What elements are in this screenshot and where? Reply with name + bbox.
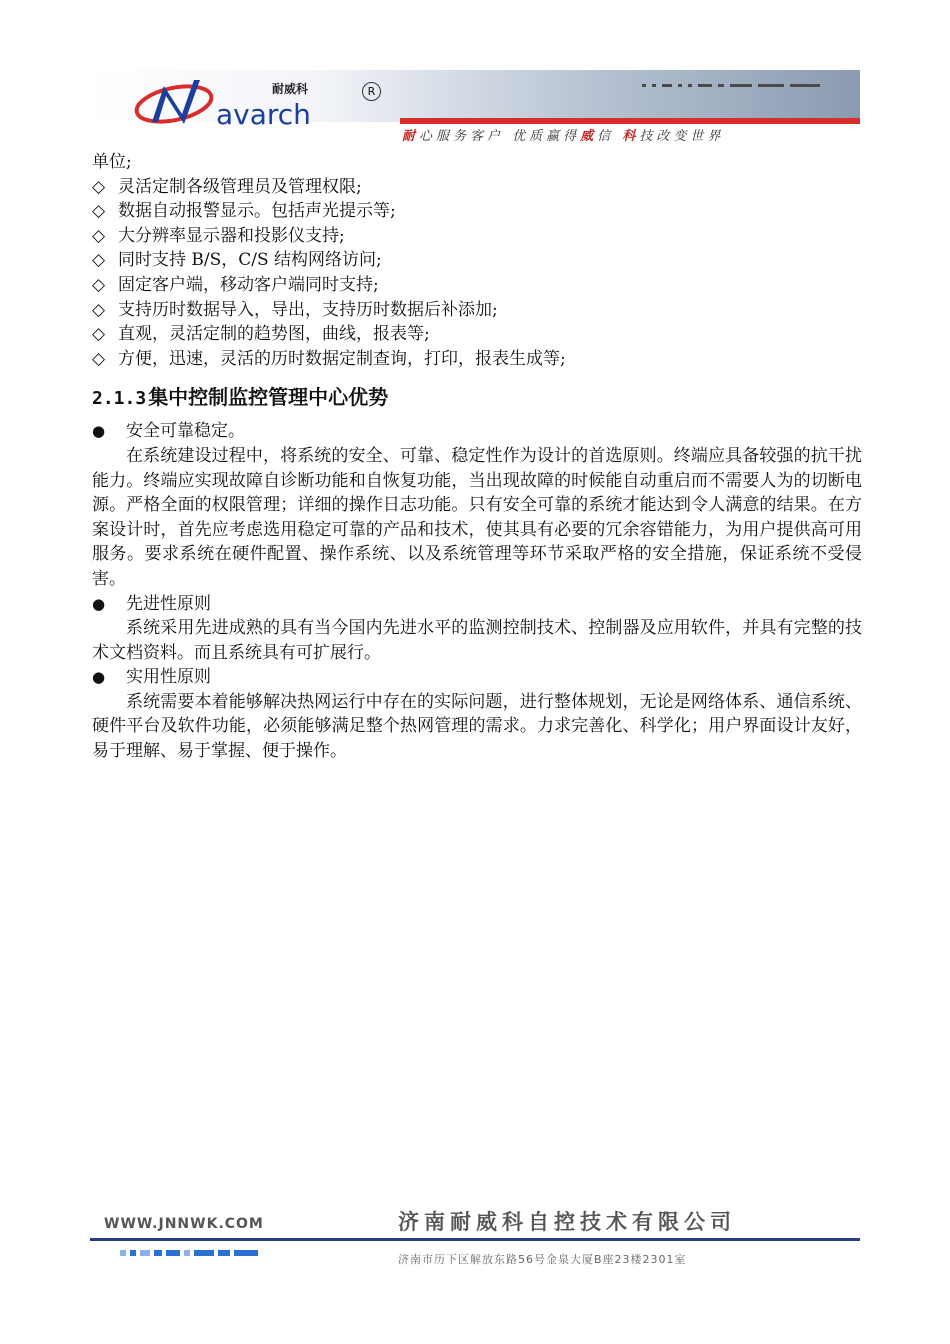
company-logo [134,74,394,134]
list-item-text: 固定客户端，移动客户端同时支持; [118,274,379,295]
principle-title: 安全可靠稳定。 [126,421,245,442]
diamond-bullet-icon: ◇ [92,348,106,369]
registered-mark-icon: R [362,82,381,101]
list-item-text: 灵活定制各级管理员及管理权限; [118,176,362,197]
list-item [92,273,862,298]
diamond-bullet-icon: ◇ [92,250,106,271]
slogan-text: 技改变世界 [639,129,725,144]
section-heading [92,383,862,413]
logo-emblem-icon [134,74,224,134]
list-item [92,298,862,323]
slogan-highlight-char: 威 [580,129,598,144]
page-footer [90,1202,860,1282]
header-red-strip [400,118,860,124]
diamond-bullet-icon: ◇ [92,201,106,222]
logo-chinese-name: 耐威科 [272,82,309,96]
principle-title-line [92,665,862,690]
diamond-bullet-icon: ◇ [92,176,106,197]
footer-address: 济南市历下区解放东路56号金泉大厦B座23楼2301室 [398,1253,687,1266]
document-body [92,150,862,764]
principle-paragraph: 系统采用先进成熟的具有当今国内先进水平的监测控制技术、控制器及应用软件，并具有完整的技术文档资料。而且系统具有可扩展行。 [92,618,862,663]
principle-block [92,665,862,763]
list-item-text: 同时支持 B/S，C/S 结构网络访问; [118,250,382,271]
list-item [92,322,862,347]
list-item-text: 大分辨率显示器和投影仪支持; [118,225,345,246]
section-title: 集中控制监控管理中心优势 [148,385,389,410]
principle-block [92,419,862,591]
principle-title: 实用性原则 [126,667,211,688]
footer-divider [90,1238,860,1241]
header-decorative-dots [642,84,820,87]
header-slogan [402,125,724,144]
list-item [92,199,862,224]
principle-paragraph: 在系统建设过程中，将系统的安全、可靠、稳定性作为设计的首选原则。终端应具备较强的抗干扰能力。终端应实现故障自诊断功能和自恢复功能，当出现故障的时候能自动重启而不需要人为的切断电源。严格全面的权限管理；详细的操作日志功能。只有安全可靠的系统才能达到令人满意的结果。在方案设计时，首先应考虑选用稳定可靠的产品和技术，使其具有必要的冗余容错能力，为用户提供高可用服务。要求系统在硬件配置、操作系统、以及系统管理等环节采取严格的安全措施，保证系统不受侵害。 [92,445,862,589]
footer-website: WWW.JNNWK.COM [104,1216,264,1232]
lead-line: 单位; [92,152,132,172]
list-item [92,248,862,273]
footer-decorative-dots [120,1250,258,1256]
feature-list [92,175,862,372]
section-number: 2.1.3 [92,388,147,410]
list-item-text: 直观，灵活定制的趋势图，曲线，报表等; [118,324,430,345]
bullet-dot-icon: ● [92,594,106,613]
principle-title-line [92,592,862,617]
list-item [92,347,862,372]
diamond-bullet-icon: ◇ [92,324,106,345]
principle-block [92,592,862,666]
list-item-text: 数据自动报警显示。包括声光提示等; [118,201,396,222]
logo-english-name: avarch [216,98,311,131]
principle-paragraph: 系统需要本着能够解决热网运行中存在的实际问题，进行整体规划，无论是网络体系、通信系统、硬件平台及软件功能，必须能够满足整个热网管理的需求。力求完善化、科学化；用户界面设计友好，易于理解、易于掌握、便于操作。 [92,691,862,762]
diamond-bullet-icon: ◇ [92,225,106,246]
diamond-bullet-icon: ◇ [92,274,106,295]
list-item [92,175,862,200]
principle-title: 先进性原则 [126,593,211,614]
bullet-dot-icon: ● [92,422,106,441]
list-item-text: 支持历时数据导入，导出，支持历时数据后补添加; [118,299,498,320]
slogan-highlight-char: 科 [622,129,640,144]
slogan-text: 心服务客户 优质赢得 [419,129,581,144]
page-header [90,70,860,146]
diamond-bullet-icon: ◇ [92,299,106,320]
footer-company-name: 济南耐威科自控技术有限公司 [398,1210,736,1234]
slogan-text: 信 [597,129,623,144]
principle-title-line [92,419,862,444]
list-item [92,224,862,249]
list-item-text: 方便，迅速，灵活的历时数据定制查询，打印，报表生成等; [118,348,566,369]
slogan-highlight-char: 耐 [402,129,420,144]
bullet-dot-icon: ● [92,668,106,687]
